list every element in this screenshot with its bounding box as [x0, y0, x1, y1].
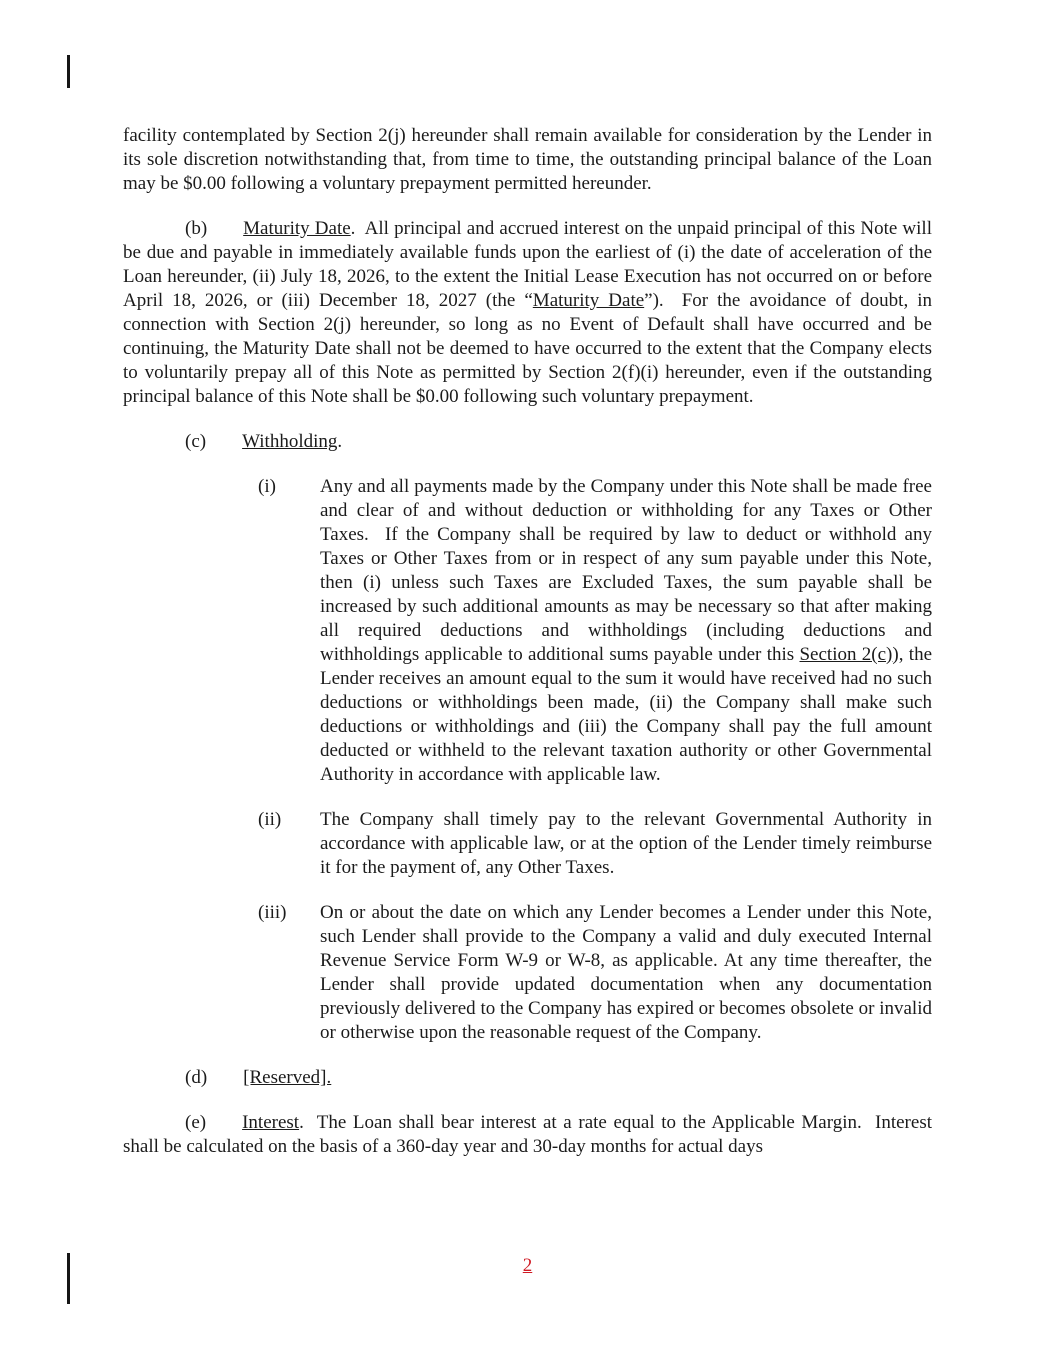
paragraph-intro	[123, 124, 932, 196]
paragraph-e-heading: Interest	[242, 1112, 300, 1133]
section-2c-reference: Section 2(c)	[799, 644, 893, 665]
paragraph-c-label: (c)	[185, 431, 207, 452]
revision-change-bar-top	[67, 55, 70, 88]
item-ii-marker: (ii)	[258, 809, 282, 830]
item-iii-marker: (iii)	[258, 902, 287, 923]
paragraph-d-label: (d)	[185, 1067, 208, 1088]
paragraph-b-body-tail: ”). For the avoidance of doubt, in connection with Section 2(j) hereunder, so long as no Event of Default shall have occurred and be continuing, the Maturity Date shall not be deemed to have occurred to the extent that the Company elects to voluntarily prepay all of this Note as permitted by Section 2(f)(i) hereunder, even if the outstanding principal balance of this Note shall be $0.00 following such voluntary prepayment.	[123, 290, 932, 407]
paragraph-intro-text: facility contemplated by Section 2(j) hereunder shall remain available for consideration by the Lender in its sole discretion notwithstanding that, from time to time, the outstanding principal balance of the Loan may be $0.00 following a voluntary prepayment permitted hereunder.	[123, 125, 932, 194]
item-i-body	[320, 475, 932, 787]
paragraph-b-body: . All principal and accrued interest on the unpaid principal of this Note will be due and payable in immediately available funds upon the earliest of (i) the date of acceleration of the Loan hereunder, (ii) July 18, 2026, to the extent the Initial Lease Execution has not occurred on or before April 18, 2026, or (iii) December 18, 2027 (the “	[123, 218, 932, 311]
document-page	[123, 124, 932, 1180]
paragraph-e-label: (e)	[185, 1112, 207, 1133]
item-iii-body	[320, 901, 932, 1045]
paragraph-e-body: . The Loan shall bear interest at a rate equal to the Applicable Margin. Interest shall be calculated on the basis of a 360-day year and 30-day months for actual days	[123, 1112, 932, 1157]
paragraph-d-reserved	[123, 1066, 932, 1090]
maturity-date-defined-term: Maturity Date	[532, 290, 645, 311]
item-i-text-1: Any and all payments made by the Company under this Note shall be made free and clear of and without deduction or withholding for any Taxes or Other Taxes. If the Company shall be required by law to deduct or withhold any Taxes or Other Taxes from or in respect of any sum payable under this Note, then (i) unless such Taxes are Excluded Taxes, the sum payable shall be increased by such additional amounts as may be necessary so that after making all required deductions and withholdings (including deductions and withholdings applicable to additional sums payable under this	[320, 476, 932, 665]
item-ii-body	[320, 808, 932, 880]
paragraph-e-interest	[123, 1111, 932, 1159]
paragraph-b-label: (b)	[185, 218, 208, 239]
item-i-text-2: ), the Lender receives an amount equal to the sum it would have received had no such deductions or withholdings been made, (ii) the Company shall make such deductions or withholdings and (iii) the Company shall pay the full amount deducted or withheld to the relevant taxation authority or other Governmental Authority in accordance with applicable law.	[320, 644, 932, 785]
paragraph-b-maturity-date	[123, 217, 932, 409]
item-ii-text: The Company shall timely pay to the relevant Governmental Authority in accordance with applicable law, or at the option of the Lender timely reimburse it for the payment of, any Other Taxes.	[320, 809, 932, 878]
withholding-item-iii	[258, 901, 932, 1045]
item-i-marker: (i)	[258, 476, 276, 497]
withholding-item-i	[258, 475, 932, 787]
withholding-item-ii	[258, 808, 932, 880]
paragraph-d-heading: [Reserved].	[243, 1067, 332, 1088]
paragraph-c-withholding	[123, 430, 932, 454]
item-iii-text: On or about the date on which any Lender becomes a Lender under this Note, such Lender shall provide to the Company a valid and duly executed Internal Revenue Service Form W-9 or W-8, as applicable. At any time thereafter, the Lender shall provide updated documentation when any documentation previously delivered to the Company has expired or becomes obsolete or invalid or otherwise upon the reasonable request of the Company.	[320, 902, 932, 1043]
paragraph-b-heading: Maturity Date	[243, 218, 351, 239]
paragraph-c-heading: Withholding	[242, 431, 338, 452]
page-footer	[0, 1254, 1055, 1278]
page-number: 2	[522, 1255, 533, 1276]
paragraph-c-period: .	[337, 431, 343, 452]
